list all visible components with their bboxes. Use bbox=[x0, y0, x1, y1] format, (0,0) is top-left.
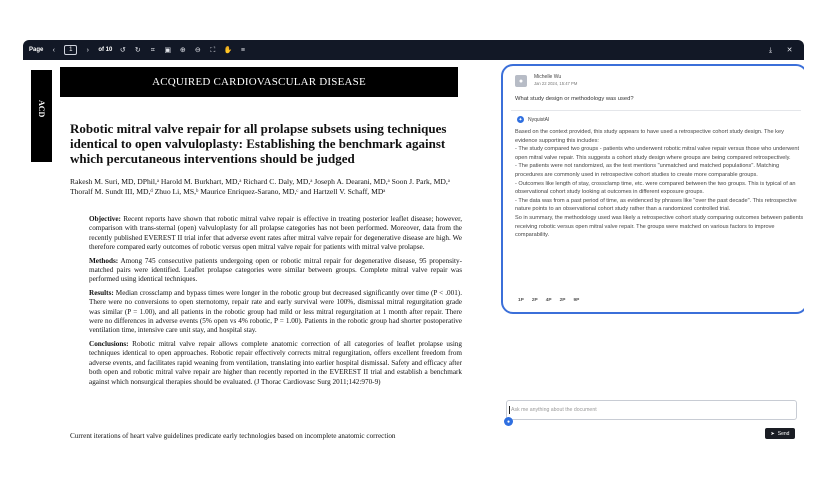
divider bbox=[511, 110, 801, 111]
objective-paragraph bbox=[89, 215, 462, 253]
ai-message-header bbox=[517, 116, 549, 123]
methods-label: Methods: bbox=[89, 256, 119, 265]
results-paragraph bbox=[89, 289, 462, 336]
conclusions-label: Conclusions: bbox=[89, 339, 129, 348]
ai-name: NyquistAI bbox=[528, 116, 550, 123]
side-tab-label: ACD bbox=[37, 100, 46, 118]
download-icon[interactable]: ⤓ bbox=[768, 46, 773, 54]
citation-chip[interactable]: 4P bbox=[545, 298, 552, 303]
send-button[interactable] bbox=[765, 428, 795, 439]
document-viewer bbox=[23, 40, 804, 443]
citation-chip[interactable]: 2P bbox=[531, 298, 538, 303]
article-title: Robotic mitral valve repair for all prolapse subsets using techniques identical to open valvuloplasty: Establishing the benchmark against which percutaneous interventions should be judged bbox=[70, 121, 447, 166]
chat-panel bbox=[497, 60, 804, 443]
objective-label: Objective: bbox=[89, 215, 121, 223]
page-count: of 10 bbox=[98, 47, 113, 53]
send-icon: ➤ bbox=[770, 430, 775, 437]
user-name: Michelle Wu bbox=[534, 74, 562, 80]
section-banner: ACQUIRED CARDIOVASCULAR DISEASE bbox=[60, 67, 458, 97]
answer-line: - The patients were not randomized, as the text mentions "unmatched and matched populations". Matching procedures are commonly used in retrospective cohort studies to create more comparable groups. bbox=[515, 163, 780, 178]
text-select-icon[interactable]: ≡ bbox=[240, 46, 245, 54]
fit-page-icon[interactable]: ⌗ bbox=[150, 46, 155, 54]
chat-thread bbox=[501, 64, 804, 314]
citation-chip[interactable]: 1P bbox=[518, 298, 524, 303]
user-question: What study design or methodology was used? bbox=[515, 96, 634, 102]
assistant-badge-icon[interactable]: ● bbox=[504, 417, 513, 426]
objective-text: Recent reports have shown that robotic mitral valve repair is effective in treating posterior leaflet disease; however, comparison with trans-sternal (open) valvuloplasty for all prolapse categories has not been performed. Moreover, data from the recently published EVEREST II trial infer that adverse event rates after mitral valve repair for degenerative disease are high. We therefore compared early outcomes of robotic versus open mitral valve repair for patients with mitral valve prolapse. bbox=[89, 215, 462, 252]
section-side-tab bbox=[31, 70, 52, 162]
page-label: Page bbox=[29, 47, 44, 53]
message-timestamp: Jan 22 2024, 15:47 PM bbox=[534, 81, 578, 86]
text-cursor bbox=[509, 406, 510, 414]
citation-chip[interactable]: 2P bbox=[559, 298, 566, 303]
user-avatar-icon: ● bbox=[515, 75, 527, 87]
page-number-input[interactable]: 1 bbox=[64, 45, 77, 55]
rotate-cw-icon[interactable]: ↻ bbox=[134, 46, 141, 54]
answer-line: Based on the context provided, this study appears to have used a retrospective cohort study design. The key evidence supporting this includes: bbox=[515, 129, 784, 144]
fullscreen-icon[interactable]: ⛶ bbox=[210, 46, 216, 54]
toolbar bbox=[23, 40, 804, 60]
conclusions-text: Robotic mitral valve repair allows complete anatomic correction of all categories of leaflet prolapse using techniques identical to open approaches. Robotic repair effectively corrects mitral regurgitation, offers excellent freedom from adverse events, and facilitates rapid weaning from ventilation, translating into earlier hospital dismissal. Safety and efficacy after both open and robotic mitral valve repair are higher than recently reported in the EVEREST II trial and establish a benchmark against which nonsurgical therapies should be evaluated. (J Thorac Cardiovasc Surg 2011;142:970-9) bbox=[89, 339, 462, 386]
ai-logo-icon: ✦ bbox=[518, 116, 523, 123]
results-label: Results: bbox=[89, 288, 114, 297]
citation-chip[interactable]: 9P bbox=[573, 298, 580, 303]
zoom-in-icon[interactable]: ⊕ bbox=[179, 46, 186, 54]
rotate-ccw-icon[interactable]: ↺ bbox=[119, 46, 126, 54]
answer-line: - Outcomes like length of stay, crossclamp time, etc. were compared between the two groups. This is typical of an observational cohort study looking at outcomes in different exposure groups. bbox=[515, 180, 796, 196]
body-text: Current iterations of heart valve guidelines predicate early technologies based on incomplete anatomic correction bbox=[70, 432, 396, 440]
presentation-icon[interactable]: ▣ bbox=[164, 46, 172, 54]
chevron-left-icon[interactable]: ‹ bbox=[52, 46, 56, 54]
article-authors: Rakesh M. Suri, MD, DPhil,ᵃ Harold M. Burkhart, MD,ᵃ Richard C. Daly, MD,ᵃ Joseph A. Dearani, MD,ᵃ Soon J. Park, MD,ᵃ Thoralf M. Sundt III, MD,ᵈ Zhuo Li, MS,ᵇ Maurice Enriquez-Sarano, MD,ᶜ and Hartzell V. Schaff, MDᵃ bbox=[70, 177, 450, 196]
send-label: Send bbox=[777, 430, 790, 437]
chat-input[interactable]: Ask me anything about the document bbox=[506, 400, 797, 420]
methods-paragraph bbox=[89, 257, 462, 285]
source-citations bbox=[518, 298, 579, 303]
results-text: Median crossclamp and bypass times were longer in the robotic group but decreased significantly over time (P < .001). There were no conversions to open sternotomy, repair rate and early survival were 100%, dismissal mitral regurgitation grade was similar (P = 1.00), and all patients in the robotic group had mild or less mitral regurgitation at 1 month after repair. There were no differences in adverse events (5% open vs 4% robotic, P = 1.00). Patients in the robotic group had shorter postoperative ventilation time, intensive care unit stay, and hospital stay. bbox=[89, 288, 462, 335]
chevron-right-icon[interactable]: › bbox=[86, 46, 90, 54]
methods-text: Among 745 consecutive patients undergoing open or robotic mitral repair for degenerative disease, 95 propensity-matched pairs were identified. Leaflet prolapse categories were similar between groups. Complete mitral valve repair was performed using identical techniques. bbox=[89, 256, 462, 284]
answer-line: So in summary, the methodology used was likely a retrospective cohort study comparing outcomes between patients receiving robotic versus open mitral valve repair. The groups were matched on various factors to improve comparability. bbox=[515, 214, 804, 239]
ai-answer bbox=[515, 128, 804, 240]
answer-line: - The data was from a past period of time, as evidenced by phrases like "over the past decade". This retrospective nature points to an observational cohort study rather than a randomized controlled trial. bbox=[515, 197, 797, 213]
pdf-page bbox=[31, 64, 493, 443]
abstract bbox=[89, 215, 462, 391]
answer-line: - The study compared two groups - patients who underwent robotic mitral valve repair versus those who underwent open mitral valve repair. This suggests a cohort study design where groups are being compared retrospectively. bbox=[515, 146, 800, 161]
close-icon[interactable]: ✕ bbox=[786, 46, 793, 54]
conclusions-paragraph bbox=[89, 340, 462, 387]
zoom-out-icon[interactable]: ⊖ bbox=[194, 46, 201, 54]
hand-icon[interactable]: ✋ bbox=[223, 46, 233, 54]
